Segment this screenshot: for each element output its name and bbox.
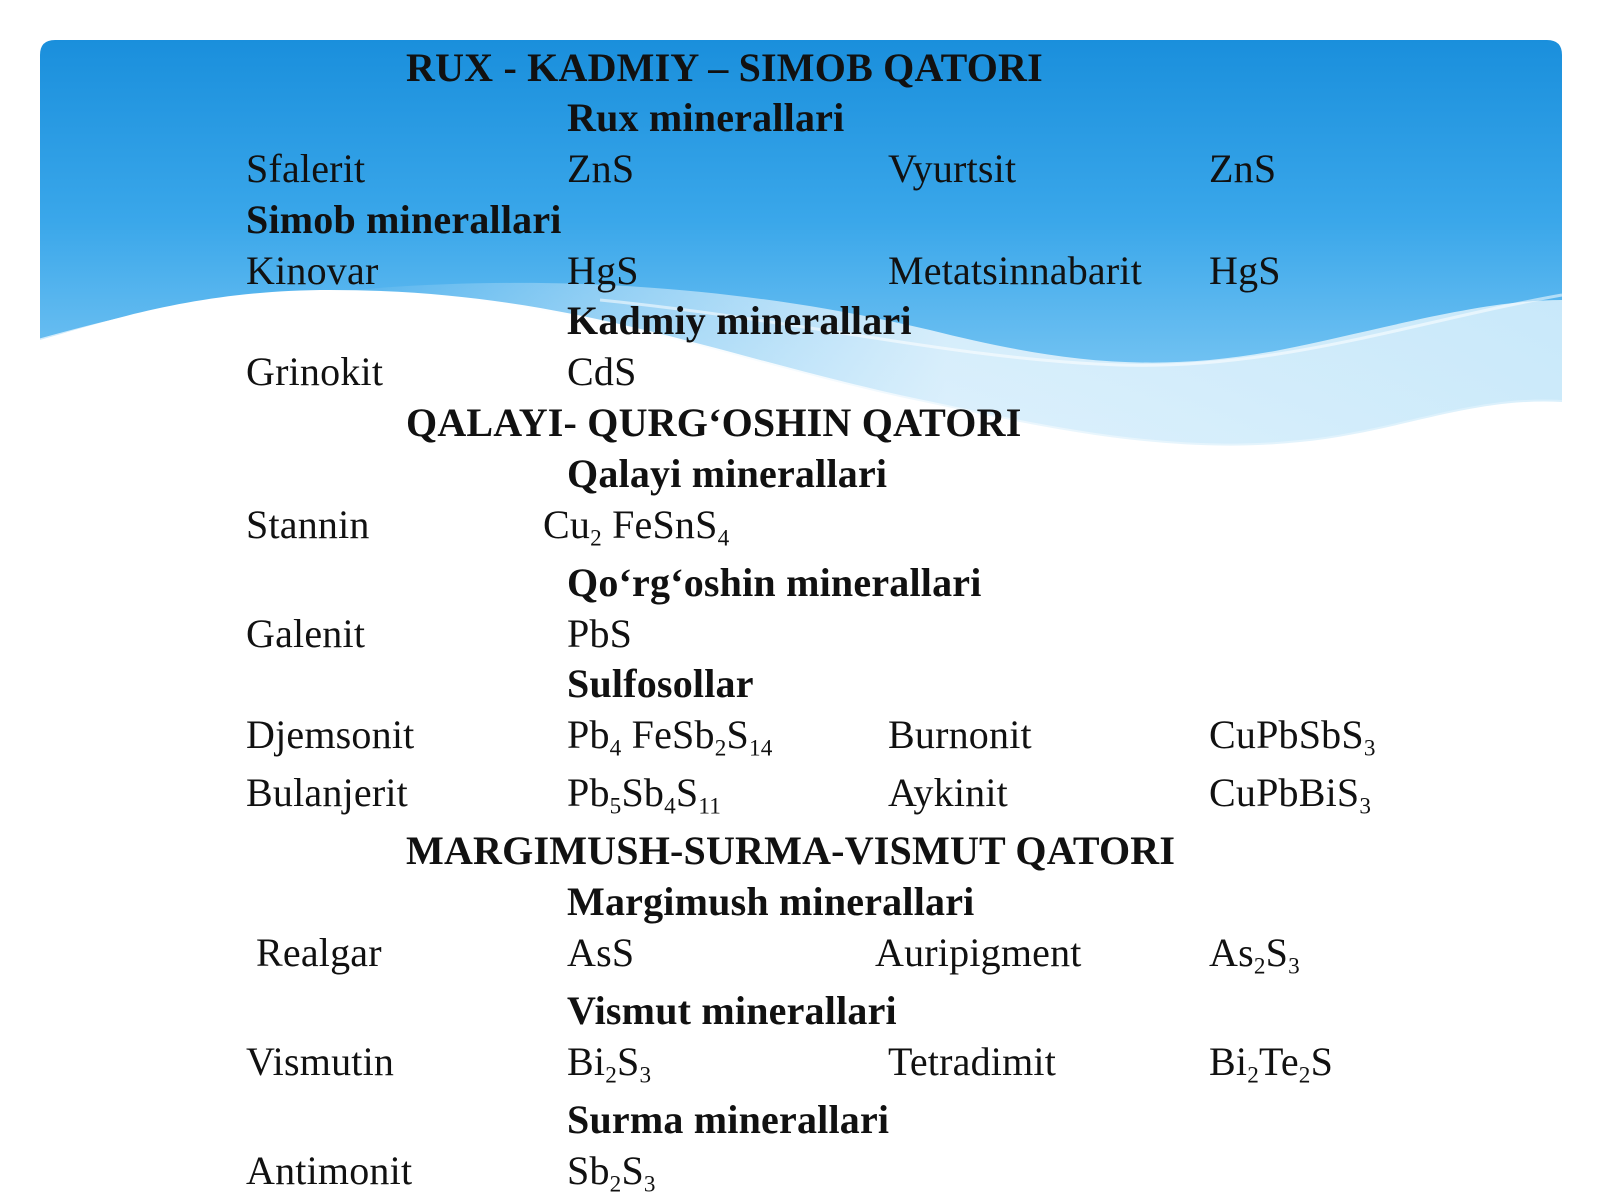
formula-realgar: AsS (567, 930, 635, 975)
formula-djemsonit-subscript: 14 (748, 735, 773, 762)
formula-aykinit-subscript: 3 (1359, 793, 1372, 820)
formula-auripigment-subscript: 2 (1253, 953, 1266, 980)
name-metatsinnabarit: Metatsinnabarit (888, 248, 1143, 293)
name-aykinit: Aykinit (888, 770, 1008, 815)
name-auripigment: Auripigment (875, 930, 1082, 975)
name-kinovar: Kinovar (246, 248, 379, 293)
name-stannin: Stannin (246, 502, 370, 547)
formula-vyurtsit: ZnS (1209, 146, 1277, 191)
formula-antimonit-subscript: 2 (609, 1171, 622, 1198)
title-qalayi: QALAYI- QURG‘OSHIN QATORI (406, 400, 1022, 445)
title-margimush: MARGIMUSH-SURMA-VISMUT QATORI (406, 828, 1176, 873)
formula-stannin-text: Cu (543, 502, 591, 547)
formula-antimonit-text: S (621, 1148, 644, 1193)
formula-galenit: PbS (567, 611, 633, 656)
name-vyurtsit: Vyurtsit (888, 146, 1017, 191)
formula-grinokit: CdS (567, 349, 637, 394)
formula-djemsonit-text: Pb (567, 712, 610, 757)
heading-surma: Surma minerallari (567, 1097, 890, 1142)
formula-burnonit (1209, 712, 1376, 762)
name-burnonit: Burnonit (888, 712, 1032, 757)
formula-burnonit-text: CuPbSbS (1209, 712, 1364, 757)
formula-tetradimit-subscript: 2 (1247, 1062, 1259, 1089)
name-grinokit: Grinokit (246, 349, 384, 394)
name-tetradimit: Tetradimit (888, 1039, 1057, 1084)
formula-bulanjerit-subscript: 11 (698, 793, 722, 820)
name-sfalerit: Sfalerit (246, 146, 366, 191)
formula-bulanjerit-text: Pb (567, 770, 610, 815)
formula-auripigment-text: S (1265, 930, 1289, 975)
name-djemsonit: Djemsonit (246, 712, 415, 757)
heading-kadmiy: Kadmiy minerallari (567, 298, 912, 343)
formula-stannin-subscript: 2 (590, 525, 602, 552)
formula-stannin-subscript: 4 (717, 525, 730, 552)
formula-bulanjerit-subscript: 4 (664, 793, 676, 820)
formula-kinovar: HgS (567, 248, 639, 293)
name-realgar: Realgar (256, 930, 382, 975)
formula-antimonit (567, 1148, 656, 1198)
formula-vismutin-text: Bi (567, 1039, 606, 1084)
name-vismutin: Vismutin (246, 1039, 395, 1084)
heading-simob: Simob minerallari (246, 197, 562, 242)
formula-djemsonit (567, 712, 773, 762)
formula-auripigment-text: As (1209, 930, 1254, 975)
formula-stannin (543, 502, 730, 552)
formula-tetradimit-text: Te (1259, 1039, 1299, 1084)
formula-stannin-text: FeSnS (601, 502, 718, 547)
formula-vismutin-subscript: 3 (639, 1062, 652, 1089)
formula-aykinit-text: CuPbBiS (1209, 770, 1360, 815)
heading-qalayi: Qalayi minerallari (567, 451, 888, 496)
formula-bulanjerit-text: S (675, 770, 699, 815)
heading-qorgoshin: Qo‘rg‘oshin minerallari (567, 560, 982, 605)
formula-bulanjerit (567, 770, 722, 820)
formula-vismutin-subscript: 2 (605, 1062, 617, 1089)
formula-djemsonit-text: FeSb (621, 712, 715, 757)
formula-tetradimit-text: Bi (1209, 1039, 1248, 1084)
formula-sfalerit: ZnS (567, 146, 635, 191)
name-bulanjerit: Bulanjerit (246, 770, 408, 815)
name-antimonit: Antimonit (246, 1148, 413, 1193)
formula-vismutin-text: S (617, 1039, 640, 1084)
formula-aykinit (1209, 770, 1372, 820)
heading-margimush: Margimush minerallari (567, 879, 975, 924)
formula-antimonit-subscript: 3 (643, 1171, 656, 1198)
title-rux: RUX - KADMIY – SIMOB QATORI (406, 45, 1043, 90)
formula-auripigment (1209, 930, 1300, 980)
heading-rux: Rux minerallari (567, 95, 845, 140)
name-galenit: Galenit (246, 611, 366, 656)
formula-djemsonit-subscript: 4 (609, 735, 622, 762)
formula-bulanjerit-subscript: 5 (609, 793, 622, 820)
formula-tetradimit-text: S (1310, 1039, 1334, 1084)
heading-sulfosollar: Sulfosollar (567, 661, 754, 706)
heading-vismut: Vismut minerallari (567, 988, 897, 1033)
formula-tetradimit-subscript: 2 (1298, 1062, 1311, 1089)
formula-burnonit-subscript: 3 (1363, 735, 1376, 762)
formula-antimonit-text: Sb (567, 1148, 610, 1193)
formula-vismutin (567, 1039, 652, 1089)
formula-auripigment-subscript: 3 (1288, 953, 1300, 980)
formula-djemsonit-subscript: 2 (714, 735, 727, 762)
formula-djemsonit-text: S (726, 712, 749, 757)
formula-tetradimit (1209, 1039, 1334, 1089)
formula-bulanjerit-text: Sb (621, 770, 665, 815)
formula-metatsinnabarit: HgS (1209, 248, 1281, 293)
